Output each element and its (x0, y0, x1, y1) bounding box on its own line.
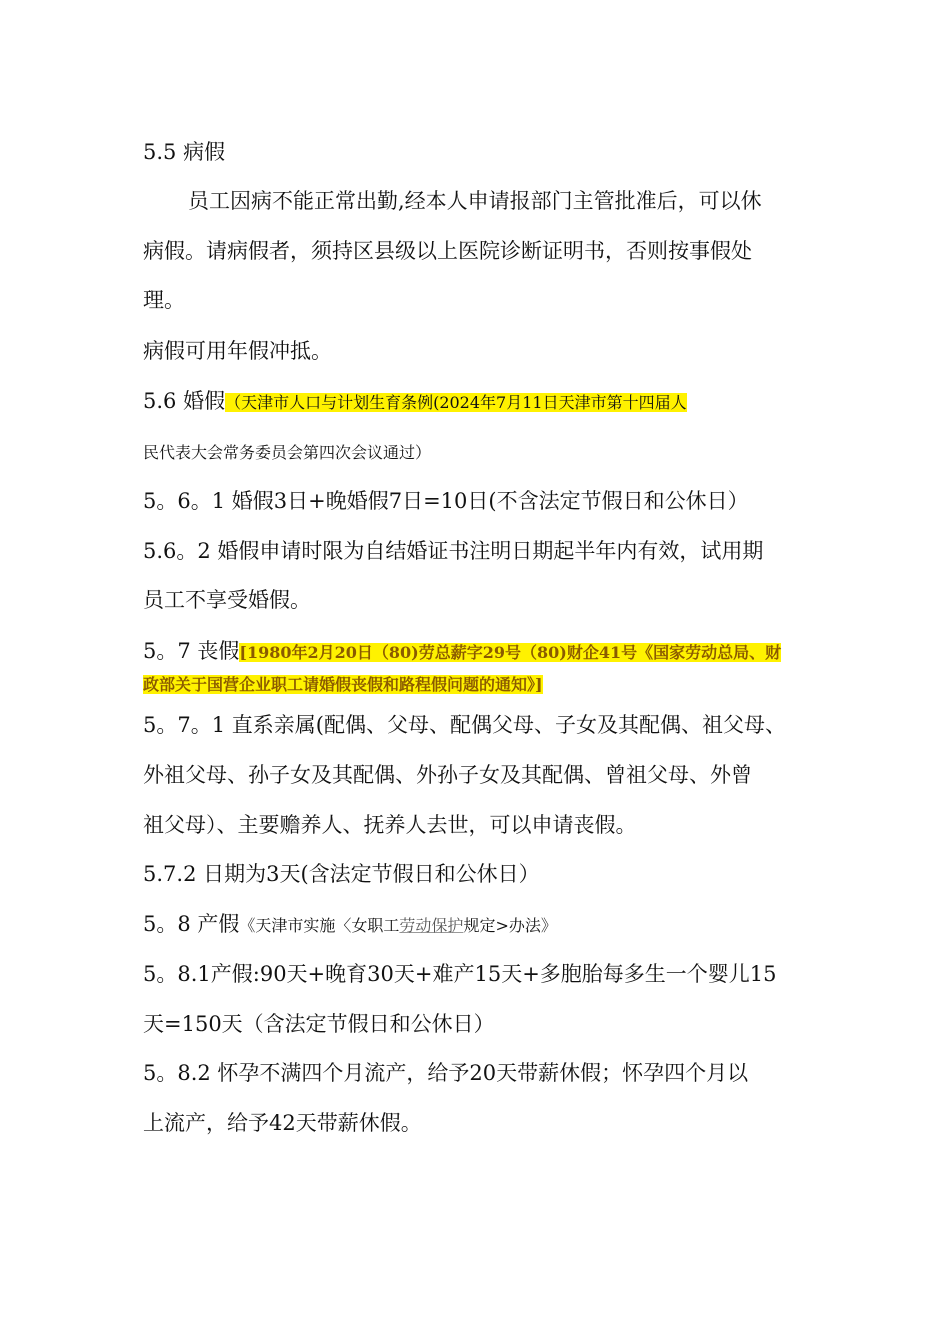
labor-protection-link[interactable]: 劳动保护 (399, 916, 464, 935)
section-5-8-1-line-1: 5。8.1产假:90天+晚育30天+难产15天+多胞胎每多生一个婴儿15 (143, 962, 777, 986)
section-5-6-legal-note-line-2: 民代表大会常务委员会第四次会议通过） (143, 443, 432, 462)
section-5-7-heading: 5。7 丧假 (143, 639, 240, 663)
section-5-6-2-line-2: 员工不享受婚假。 (143, 588, 311, 612)
section-5-8-legal-note-start: 《天津市实施〈女职工 (239, 916, 400, 935)
section-5-6-legal-note-line-2-wrap (143, 436, 431, 466)
section-5-6-legal-note-line-1: （天津市人口与计划生育条例(2024年7月11日天津市第十四届人 (225, 393, 687, 412)
section-5-6-heading-line (143, 386, 687, 416)
section-5-7-1-line-2: 外祖父母、孙子女及其配偶、外孙子女及其配偶、曾祖父母、外曾 (143, 763, 752, 787)
section-5-6-heading: 5.6 婚假 (143, 389, 226, 413)
section-5-7-legal-note-line-2-wrap (143, 668, 543, 698)
section-5-6-1: 5。6。1 婚假3日+晚婚假7日=10日(不含法定节假日和公休日） (143, 489, 749, 513)
section-5-8-1-line-2: 天=150天（含法定节假日和公休日） (143, 1012, 495, 1036)
section-5-7-2: 5.7.2 日期为3天(含法定节假日和公休日） (143, 862, 540, 886)
section-5-5-paragraph-line-3: 理。 (143, 288, 185, 312)
section-5-8-heading-line (143, 909, 557, 939)
section-5-5-paragraph-2: 病假可用年假冲抵。 (143, 339, 332, 363)
section-5-8-2-line-2: 上流产，给予42天带薪休假。 (143, 1111, 422, 1135)
section-5-7-heading-line (143, 636, 781, 666)
section-5-7-1-line-3: 祖父母）、主要赡养人、抚养人去世，可以申请丧假。 (143, 813, 637, 837)
section-5-7-legal-note-line-2: 政部关于国营企业职工请婚假丧假和路程假问题的通知》] (143, 675, 543, 694)
section-5-5-heading: 5.5 病假 (143, 140, 226, 164)
section-5-5-paragraph-line-2: 病假。请病假者，须持区县级以上医院诊断证明书，否则按事假处 (143, 239, 752, 263)
section-5-8-heading: 5。8 产假 (143, 912, 240, 936)
section-5-6-2-line-1: 5.6。2 婚假申请时限为自结婚证书注明日期起半年内有效，试用期 (143, 539, 764, 563)
section-5-8-2-line-1: 5。8.2 怀孕不满四个月流产，给予20天带薪休假；怀孕四个月以 (143, 1061, 749, 1085)
section-5-5-paragraph-line-1: 员工因病不能正常出勤,经本人申请报部门主管批准后，可以休 (188, 189, 762, 213)
section-5-8-legal-note-end: 规定>办法》 (463, 916, 557, 935)
section-5-7-1-line-1: 5。7。1 直系亲属(配偶、父母、配偶父母、子女及其配偶、祖父母、 (143, 713, 786, 737)
section-5-7-legal-note-line-1: [1980年2月20日（80)劳总薪字29号（80)财企41号《国家劳动总局、财 (239, 643, 782, 662)
